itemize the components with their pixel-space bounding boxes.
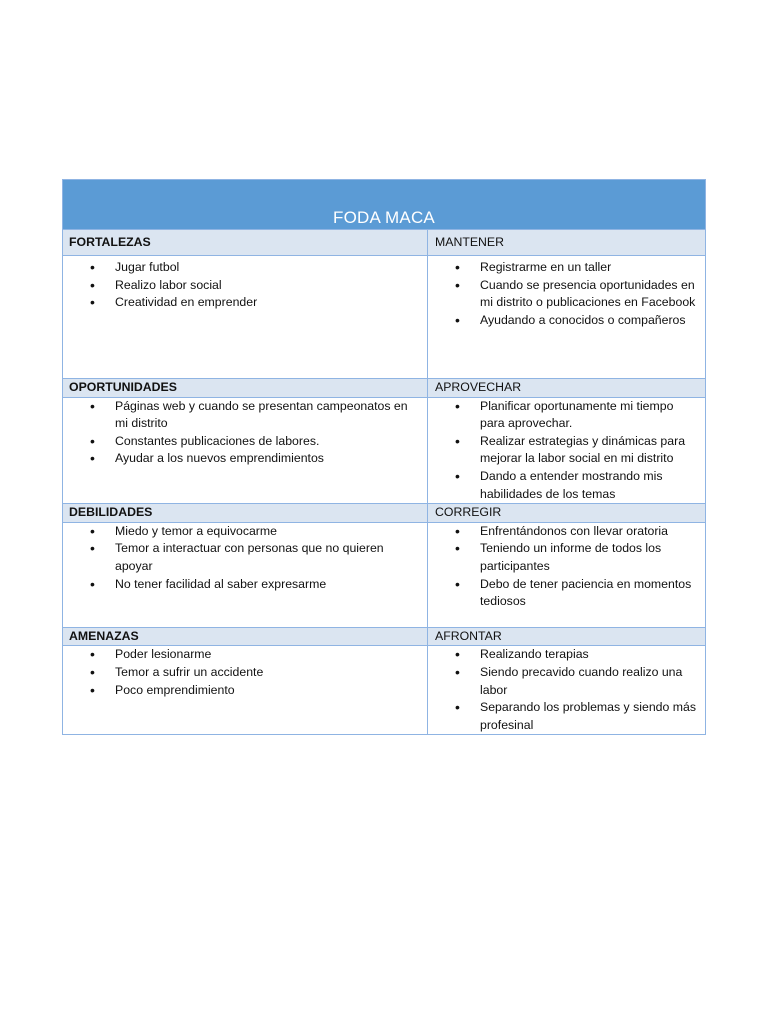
list-item: • Realizo labor social bbox=[115, 277, 421, 295]
header-oportunidades: OPORTUNIDADES bbox=[63, 379, 428, 398]
list-item: • Realizar estrategias y dinámicas para mejorar la labor social en mi distrito bbox=[480, 433, 699, 468]
list-item: • Enfrentándonos con llevar oratoria bbox=[480, 523, 699, 541]
header-row-fortalezas bbox=[63, 230, 706, 256]
list-oportunidades bbox=[63, 398, 427, 468]
content-row-amenazas bbox=[63, 646, 706, 735]
cell-corregir bbox=[428, 522, 706, 627]
header-debilidades: DEBILIDADES bbox=[63, 504, 428, 523]
content-row-oportunidades bbox=[63, 397, 706, 504]
list-item: • Temor a interactuar con personas que no quieren apoyar bbox=[115, 540, 421, 575]
header-aprovechar: APROVECHAR bbox=[428, 379, 706, 398]
header-row-amenazas bbox=[63, 627, 706, 646]
cell-amenazas bbox=[63, 646, 428, 735]
list-item: • Cuando se presencia oportunidades en mi distrito o publicaciones en Facebook bbox=[480, 277, 699, 312]
header-amenazas: AMENAZAS bbox=[63, 627, 428, 646]
content-row-fortalezas bbox=[63, 256, 706, 379]
list-item: • Jugar futbol bbox=[115, 259, 421, 277]
list-item: • Dando a entender mostrando mis habilidades de los temas bbox=[480, 468, 699, 503]
list-item: • Teniendo un informe de todos los participantes bbox=[480, 540, 699, 575]
list-item: • No tener facilidad al saber expresarme bbox=[115, 576, 421, 594]
list-afrontar bbox=[428, 646, 705, 734]
foda-table bbox=[62, 179, 706, 735]
header-afrontar: AFRONTAR bbox=[428, 627, 706, 646]
list-item: • Siendo precavido cuando realizo una labor bbox=[480, 664, 699, 699]
cell-oportunidades bbox=[63, 397, 428, 504]
header-corregir: CORREGIR bbox=[428, 504, 706, 523]
list-amenazas bbox=[63, 646, 427, 699]
cell-debilidades bbox=[63, 522, 428, 627]
list-item: • Páginas web y cuando se presentan campeonatos en mi distrito bbox=[115, 398, 421, 433]
list-item: • Realizando terapias bbox=[480, 646, 699, 664]
list-item: • Poco emprendimiento bbox=[115, 682, 421, 700]
list-item: • Ayudar a los nuevos emprendimientos bbox=[115, 450, 421, 468]
list-item: • Separando los problemas y siendo más profesinal bbox=[480, 699, 699, 734]
cell-fortalezas bbox=[63, 256, 428, 379]
list-corregir bbox=[428, 523, 705, 611]
list-item: • Temor a sufrir un accidente bbox=[115, 664, 421, 682]
list-fortalezas bbox=[63, 256, 427, 312]
list-item: • Ayudando a conocidos o compañeros bbox=[480, 312, 699, 330]
list-item: • Registrarme en un taller bbox=[480, 259, 699, 277]
content-row-debilidades bbox=[63, 522, 706, 627]
header-row-debilidades bbox=[63, 504, 706, 523]
list-item: • Miedo y temor a equivocarme bbox=[115, 523, 421, 541]
header-mantener: MANTENER bbox=[428, 230, 706, 256]
header-row-oportunidades bbox=[63, 379, 706, 398]
header-fortalezas: FORTALEZAS bbox=[63, 230, 428, 256]
list-item: • Planificar oportunamente mi tiempo para aprovechar. bbox=[480, 398, 699, 433]
list-item: • Constantes publicaciones de labores. bbox=[115, 433, 421, 451]
table-title: FODA MACA bbox=[333, 208, 435, 228]
list-item: • Debo de tener paciencia en momentos tediosos bbox=[480, 576, 699, 611]
list-aprovechar bbox=[428, 398, 705, 504]
cell-mantener bbox=[428, 256, 706, 379]
list-item: • Poder lesionarme bbox=[115, 646, 421, 664]
list-item: • Creatividad en emprender bbox=[115, 294, 421, 312]
list-mantener bbox=[428, 256, 705, 329]
title-cell bbox=[63, 180, 706, 230]
cell-afrontar bbox=[428, 646, 706, 735]
list-debilidades bbox=[63, 523, 427, 593]
cell-aprovechar bbox=[428, 397, 706, 504]
